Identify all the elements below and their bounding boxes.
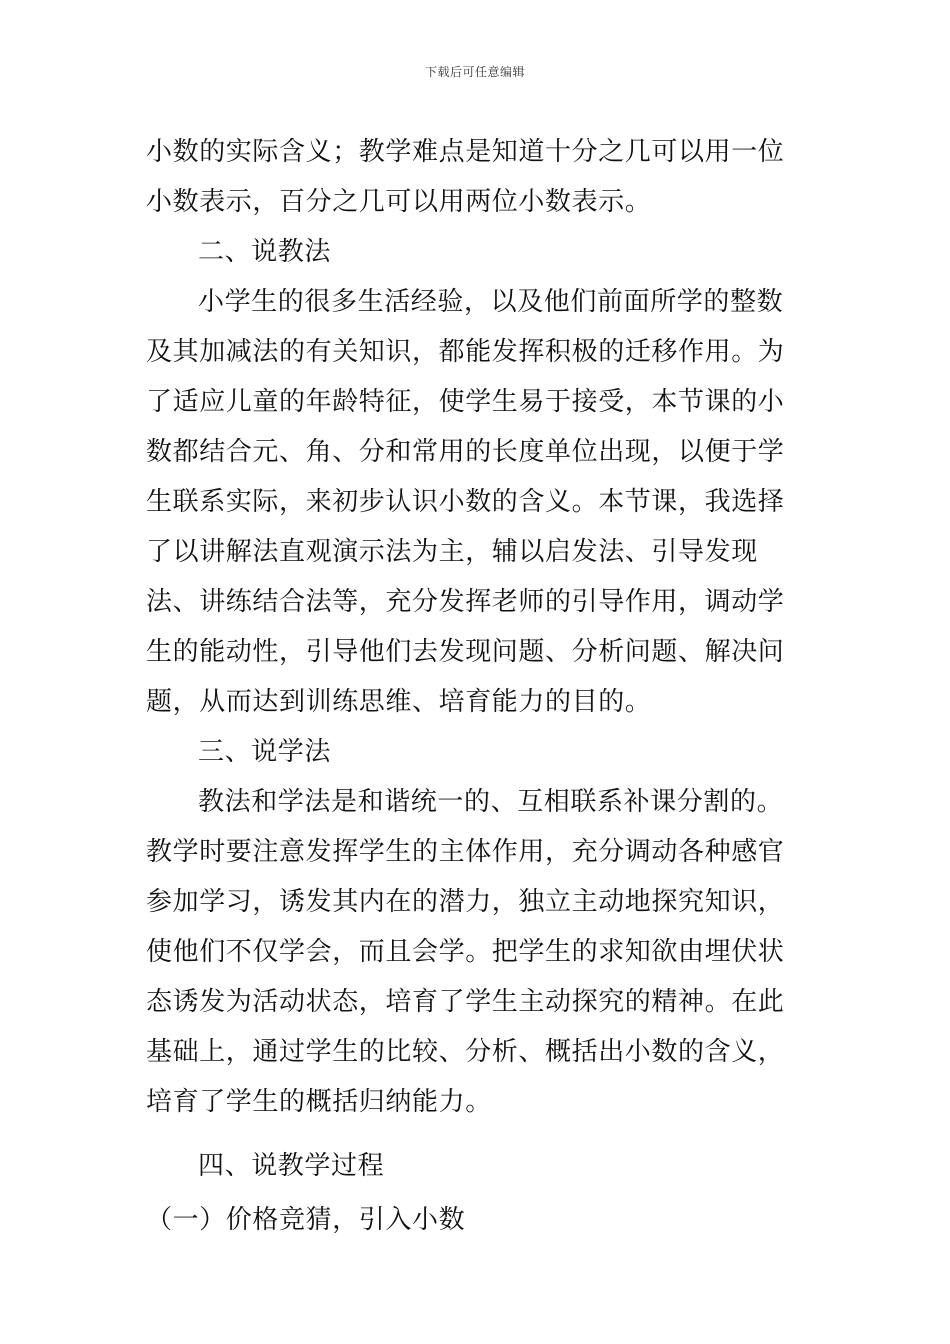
subsection-heading-price-guess: （一）价格竞猜，引入小数 [146,1205,466,1235]
page-header: 下载后可任意编辑 [424,65,525,79]
paragraph-learning-method: 教法和学法是和谐统一的、互相联系补课分割的。教学时要注意发挥学生的主体作用，充分调动各种感官参加学习，诱发其内在的潜力，独立主动地探究知识，使他们不仅学会，而且会学。把学生的求知欲由埋伏状态诱发为活动状态，培育了学生主动探究的精神。在此基础上，通过学生的比较、分析、概括出小数的含义，培育了学生的概括归纳能力。 [146,787,785,1117]
paragraph-continuation: 小数的实际含义；教学难点是知道十分之几可以用一位小数表示，百分之几可以用两位小数表示。 [146,137,785,217]
section-heading-learning-method: 三、说学法 [198,737,332,767]
document-body [146,127,808,1245]
section-heading-teaching-method: 二、说教法 [198,237,332,267]
paragraph-teaching-method: 小学生的很多生活经验，以及他们前面所学的整数及其加减法的有关知识，都能发挥积极的迁移作用。为了适应儿童的年龄特征，使学生易于接受，本节课的小数都结合元、角、分和常用的长度单位出现，以便于学生联系实际，来初步认识小数的含义。本节课，我选择了以讲解法直观演示法为主，辅以启发法、引导发现法、讲练结合法等，充分发挥老师的引导作用，调动学生的能动性，引导他们去发现问题、分析问题、解决问题，从而达到训练思维、培育能力的目的。 [146,287,785,717]
section-heading-teaching-process: 四、说教学过程 [198,1151,385,1181]
